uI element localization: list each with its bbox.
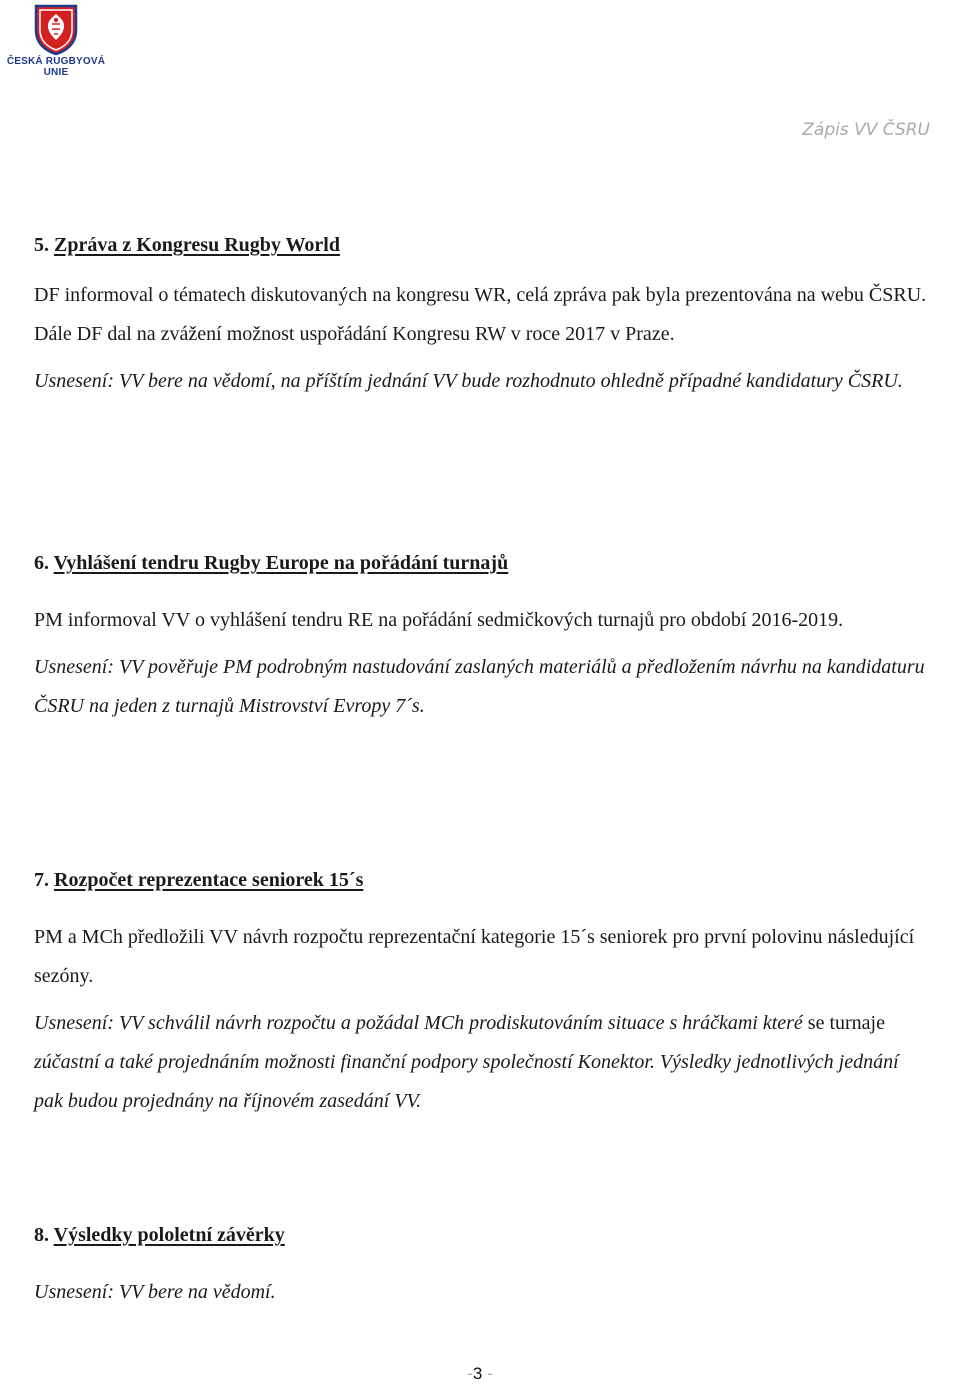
section-title: Zpráva z Kongresu Rugby World xyxy=(54,234,340,256)
section-resolution: Usnesení: VV pověřuje PM podrobným nastudování zaslaných materiálů a předložením návrhu na kandidaturu ČSRU na jeden z turnajů Mistrovství Evropy 7´s. xyxy=(34,656,925,717)
page-number xyxy=(0,1364,960,1384)
page-number-dash-left: - xyxy=(467,1364,473,1383)
section-resolution xyxy=(34,1004,930,1121)
section-body: PM a MCh předložili VV návrh rozpočtu reprezentační kategorie 15´s seniorek pro první polovinu následující sezóny. xyxy=(34,926,915,987)
section-resolution: Usnesení: VV bere na vědomí. xyxy=(34,1281,276,1303)
section-6 xyxy=(34,544,930,726)
resolution-text-part2: se turnaje xyxy=(807,1012,885,1034)
section-heading xyxy=(34,544,930,583)
section-title: Vyhlášení tendru Rugby Europe na pořádání turnajů xyxy=(53,552,509,574)
section-title: Výsledky pololetní závěrky xyxy=(53,1224,285,1246)
section-number: 5. xyxy=(34,234,49,256)
section-8 xyxy=(34,1216,930,1312)
section-5 xyxy=(34,226,930,401)
section-resolution: Usnesení: VV bere na vědomí, na příštím jednání VV bude rozhodnuto ohledně případné kandidatury ČSRU. xyxy=(34,370,903,392)
section-body: PM informoval VV o vyhlášení tendru RE na pořádání sedmičkových turnajů pro období 2016-2019. xyxy=(34,609,844,631)
logo-text-line1: ČESKÁ RUGBYOVÁ xyxy=(6,56,106,67)
document-header-title: Zápis VV ČSRU xyxy=(802,120,930,140)
section-number: 6. xyxy=(34,552,49,574)
section-heading xyxy=(34,226,930,265)
section-body: DF informoval o tématech diskutovaných na kongresu WR, celá zpráva pak byla prezentována na webu ČSRU. Dále DF dal na zvážení možnost uspořádání Kongresu RW v roce 2017 v Praze. xyxy=(34,284,927,345)
page-number-dash-right: - xyxy=(487,1364,493,1383)
section-number: 8. xyxy=(34,1224,49,1246)
section-title: Rozpočet reprezentace seniorek 15´s xyxy=(54,869,364,891)
page-number-value: 3 xyxy=(472,1364,483,1383)
section-7 xyxy=(34,861,930,1121)
resolution-text-part1: Usnesení: VV schválil návrh rozpočtu a požádal MCh prodiskutováním situace s hráčkami které xyxy=(34,1012,803,1034)
rugby-union-crest-icon xyxy=(30,2,82,56)
resolution-text-part3: zúčastní a také projednáním možnosti finanční podpory společností Konektor. Výsledky jednotlivých jednání pak budou projednány na říjnovém zasedání VV. xyxy=(34,1051,899,1112)
section-heading xyxy=(34,861,930,900)
logo xyxy=(4,2,108,78)
logo-text-line2: UNIE xyxy=(43,67,69,78)
section-heading xyxy=(34,1216,930,1255)
section-number: 7. xyxy=(34,869,49,891)
